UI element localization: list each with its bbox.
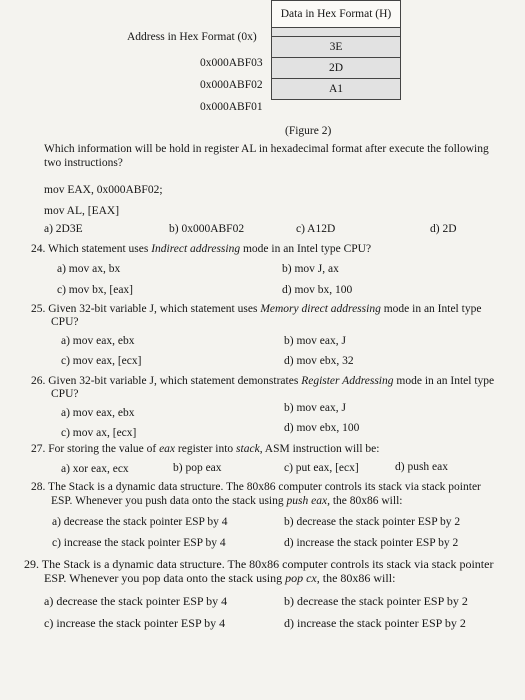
address-label: Address in Hex Format (0x) xyxy=(127,31,257,43)
q25-option-b: b) mov eax, J xyxy=(284,335,346,347)
q28-line2-a: ESP. Whenever you push data onto the stack using xyxy=(51,495,287,507)
q23-option-c: c) A12D xyxy=(296,223,336,235)
q27-text-b: register into xyxy=(175,443,237,455)
q27-text-c: , ASM instruction will be: xyxy=(259,443,380,455)
q24-question xyxy=(31,242,371,256)
q29-line-1: 29. The Stack is a dynamic data structure. The 80x86 computer controls its stack via stack pointer xyxy=(24,557,494,571)
q28-option-a: a) decrease the stack pointer ESP by 4 xyxy=(52,516,228,528)
q27-option-b: b) pop eax xyxy=(173,462,222,474)
data-header: Data in Hex Format (H) xyxy=(272,1,401,28)
q25-option-a: a) mov eax, ebx xyxy=(61,335,135,347)
q25-text-a: 25. Given 32-bit variable J, which statement uses xyxy=(31,303,261,315)
q28-line-1: 28. The Stack is a dynamic data structure. The 80x86 computer controls its stack via stack pointer xyxy=(31,481,481,493)
q27-question xyxy=(31,442,379,456)
q23-text: Which information will be hold in register AL in hexadecimal format after execute the following two instructions? xyxy=(44,143,489,169)
q23-option-d: d) 2D xyxy=(430,223,457,235)
q26-option-a: a) mov eax, ebx xyxy=(61,407,135,419)
address-2: 0x000ABF02 xyxy=(200,79,263,91)
q26-option-b: b) mov eax, J xyxy=(284,402,346,414)
q27-option-c: c) put eax, [ecx] xyxy=(284,462,359,474)
q26-question xyxy=(31,374,494,388)
q28-option-d: d) increase the stack pointer ESP by 2 xyxy=(284,537,459,549)
q29-option-b: b) decrease the stack pointer ESP by 2 xyxy=(284,594,468,608)
q25-text-c: CPU? xyxy=(51,316,79,328)
q28-line2-em: push eax, xyxy=(286,495,330,507)
q23-option-a: a) 2D3E xyxy=(44,223,83,235)
q25-option-d: d) mov ebx, 32 xyxy=(284,355,354,367)
address-3: 0x000ABF01 xyxy=(200,101,263,113)
q24-text-a: 24. Which statement uses xyxy=(31,243,152,255)
memory-value-1: 3E xyxy=(272,37,401,58)
q26-option-c: c) mov ax, [ecx] xyxy=(61,427,137,439)
q25-text-em: Memory direct addressing xyxy=(260,303,381,315)
q28-line2-b: the 80x86 will: xyxy=(329,495,403,507)
q28-option-b: b) decrease the stack pointer ESP by 2 xyxy=(284,516,461,528)
memory-table xyxy=(271,0,401,100)
q29-option-c: c) increase the stack pointer ESP by 4 xyxy=(44,616,226,630)
q29-line-2 xyxy=(44,571,395,585)
q26-text-em: Register Addressing xyxy=(301,375,394,387)
address-1: 0x000ABF03 xyxy=(200,57,263,69)
memory-value-3: A1 xyxy=(272,79,401,100)
q27-text-a: 27. For storing the value of xyxy=(31,443,160,455)
q29-option-d: d) increase the stack pointer ESP by 2 xyxy=(284,616,466,630)
q27-text-em1: eax xyxy=(159,443,176,455)
q26-text-c: CPU? xyxy=(51,388,79,400)
q28-line-2 xyxy=(51,494,402,508)
q24-option-a: a) mov ax, bx xyxy=(57,263,121,275)
q29-line2-em: pop cx, xyxy=(285,571,320,585)
q29-option-a: a) decrease the stack pointer ESP by 4 xyxy=(44,594,228,608)
q23-code-1: mov EAX, 0x000ABF02; xyxy=(44,184,163,196)
figure-caption: (Figure 2) xyxy=(285,125,332,137)
memory-cell-blank xyxy=(272,28,401,37)
q24-option-b: b) mov J, ax xyxy=(282,263,339,275)
q27-option-d: d) push eax xyxy=(395,461,449,473)
q27-option-a: a) xor eax, ecx xyxy=(61,463,129,475)
memory-value-2: 2D xyxy=(272,58,401,79)
q25-option-c: c) mov eax, [ecx] xyxy=(61,355,142,367)
q23-code-2: mov AL, [EAX] xyxy=(44,205,120,217)
q24-text-b: mode in an Intel type CPU? xyxy=(240,243,372,255)
q28-option-c: c) increase the stack pointer ESP by 4 xyxy=(52,537,226,549)
q23-option-b: b) 0x000ABF02 xyxy=(169,223,245,235)
q26-text-a: 26. Given 32-bit variable J, which statement demonstrates xyxy=(31,375,302,387)
q25-question xyxy=(31,302,481,316)
q25-text-b: mode in an Intel type xyxy=(380,303,482,315)
q24-text-em: Indirect addressing xyxy=(151,243,241,255)
q29-line2-a: ESP. Whenever you pop data onto the stack using xyxy=(44,571,286,585)
q29-line2-b: the 80x86 will: xyxy=(319,571,396,585)
q24-option-c: c) mov bx, [eax] xyxy=(57,284,133,296)
q24-option-d: d) mov bx, 100 xyxy=(282,284,353,296)
q26-text-b: mode in an Intel type xyxy=(393,375,495,387)
q26-option-d: d) mov ebx, 100 xyxy=(284,422,360,434)
q27-text-em2: stack xyxy=(236,443,260,455)
